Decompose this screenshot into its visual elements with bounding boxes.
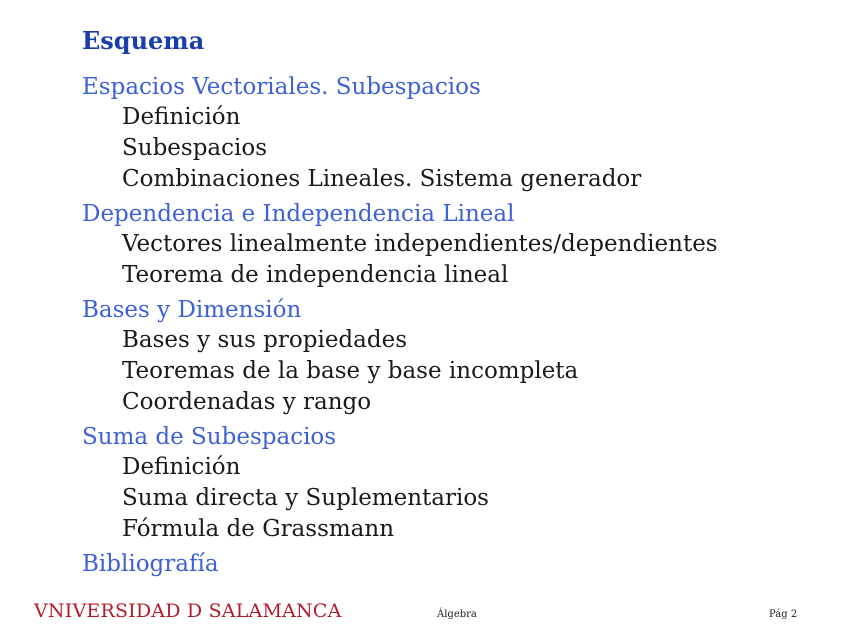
subsection-item: Suma directa y Suplementarios	[122, 485, 489, 511]
outline-section	[82, 72, 718, 195]
subsection-item: Bases y sus propiedades	[122, 327, 408, 353]
slide-footer	[0, 600, 848, 630]
section-title: Dependencia e Independencia Lineal	[82, 201, 515, 227]
subsection-item: Vectores linealmente independientes/dependientes	[122, 231, 718, 257]
section-title: Suma de Subespacios	[82, 424, 337, 450]
outline-section	[82, 549, 718, 579]
outline-section	[82, 295, 718, 418]
subsection-item: Combinaciones Lineales. Sistema generador	[122, 166, 642, 192]
subsection-item: Coordenadas y rango	[122, 389, 372, 415]
subsection-item: Subespacios	[122, 135, 268, 161]
page-number: Pág 2	[769, 609, 798, 620]
section-title: Bases y Dimensión	[82, 297, 302, 323]
subsection-item: Teoremas de la base y base incompleta	[122, 358, 579, 384]
subsection-item: Definición	[122, 104, 241, 130]
outline-section	[82, 199, 718, 291]
university-logo: VNIVERSIDAD D SALAMANCA	[34, 600, 342, 622]
course-name: Álgebra	[437, 609, 477, 620]
section-title: Bibliografía	[82, 551, 219, 577]
subsection-item: Definición	[122, 454, 241, 480]
subsection-item: Fórmula de Grassmann	[122, 516, 395, 542]
outline-section	[82, 422, 718, 545]
subsection-item: Teorema de independencia lineal	[122, 262, 509, 288]
slide-title: Esquema	[82, 26, 205, 55]
outline	[82, 72, 718, 579]
section-title: Espacios Vectoriales. Subespacios	[82, 74, 481, 100]
